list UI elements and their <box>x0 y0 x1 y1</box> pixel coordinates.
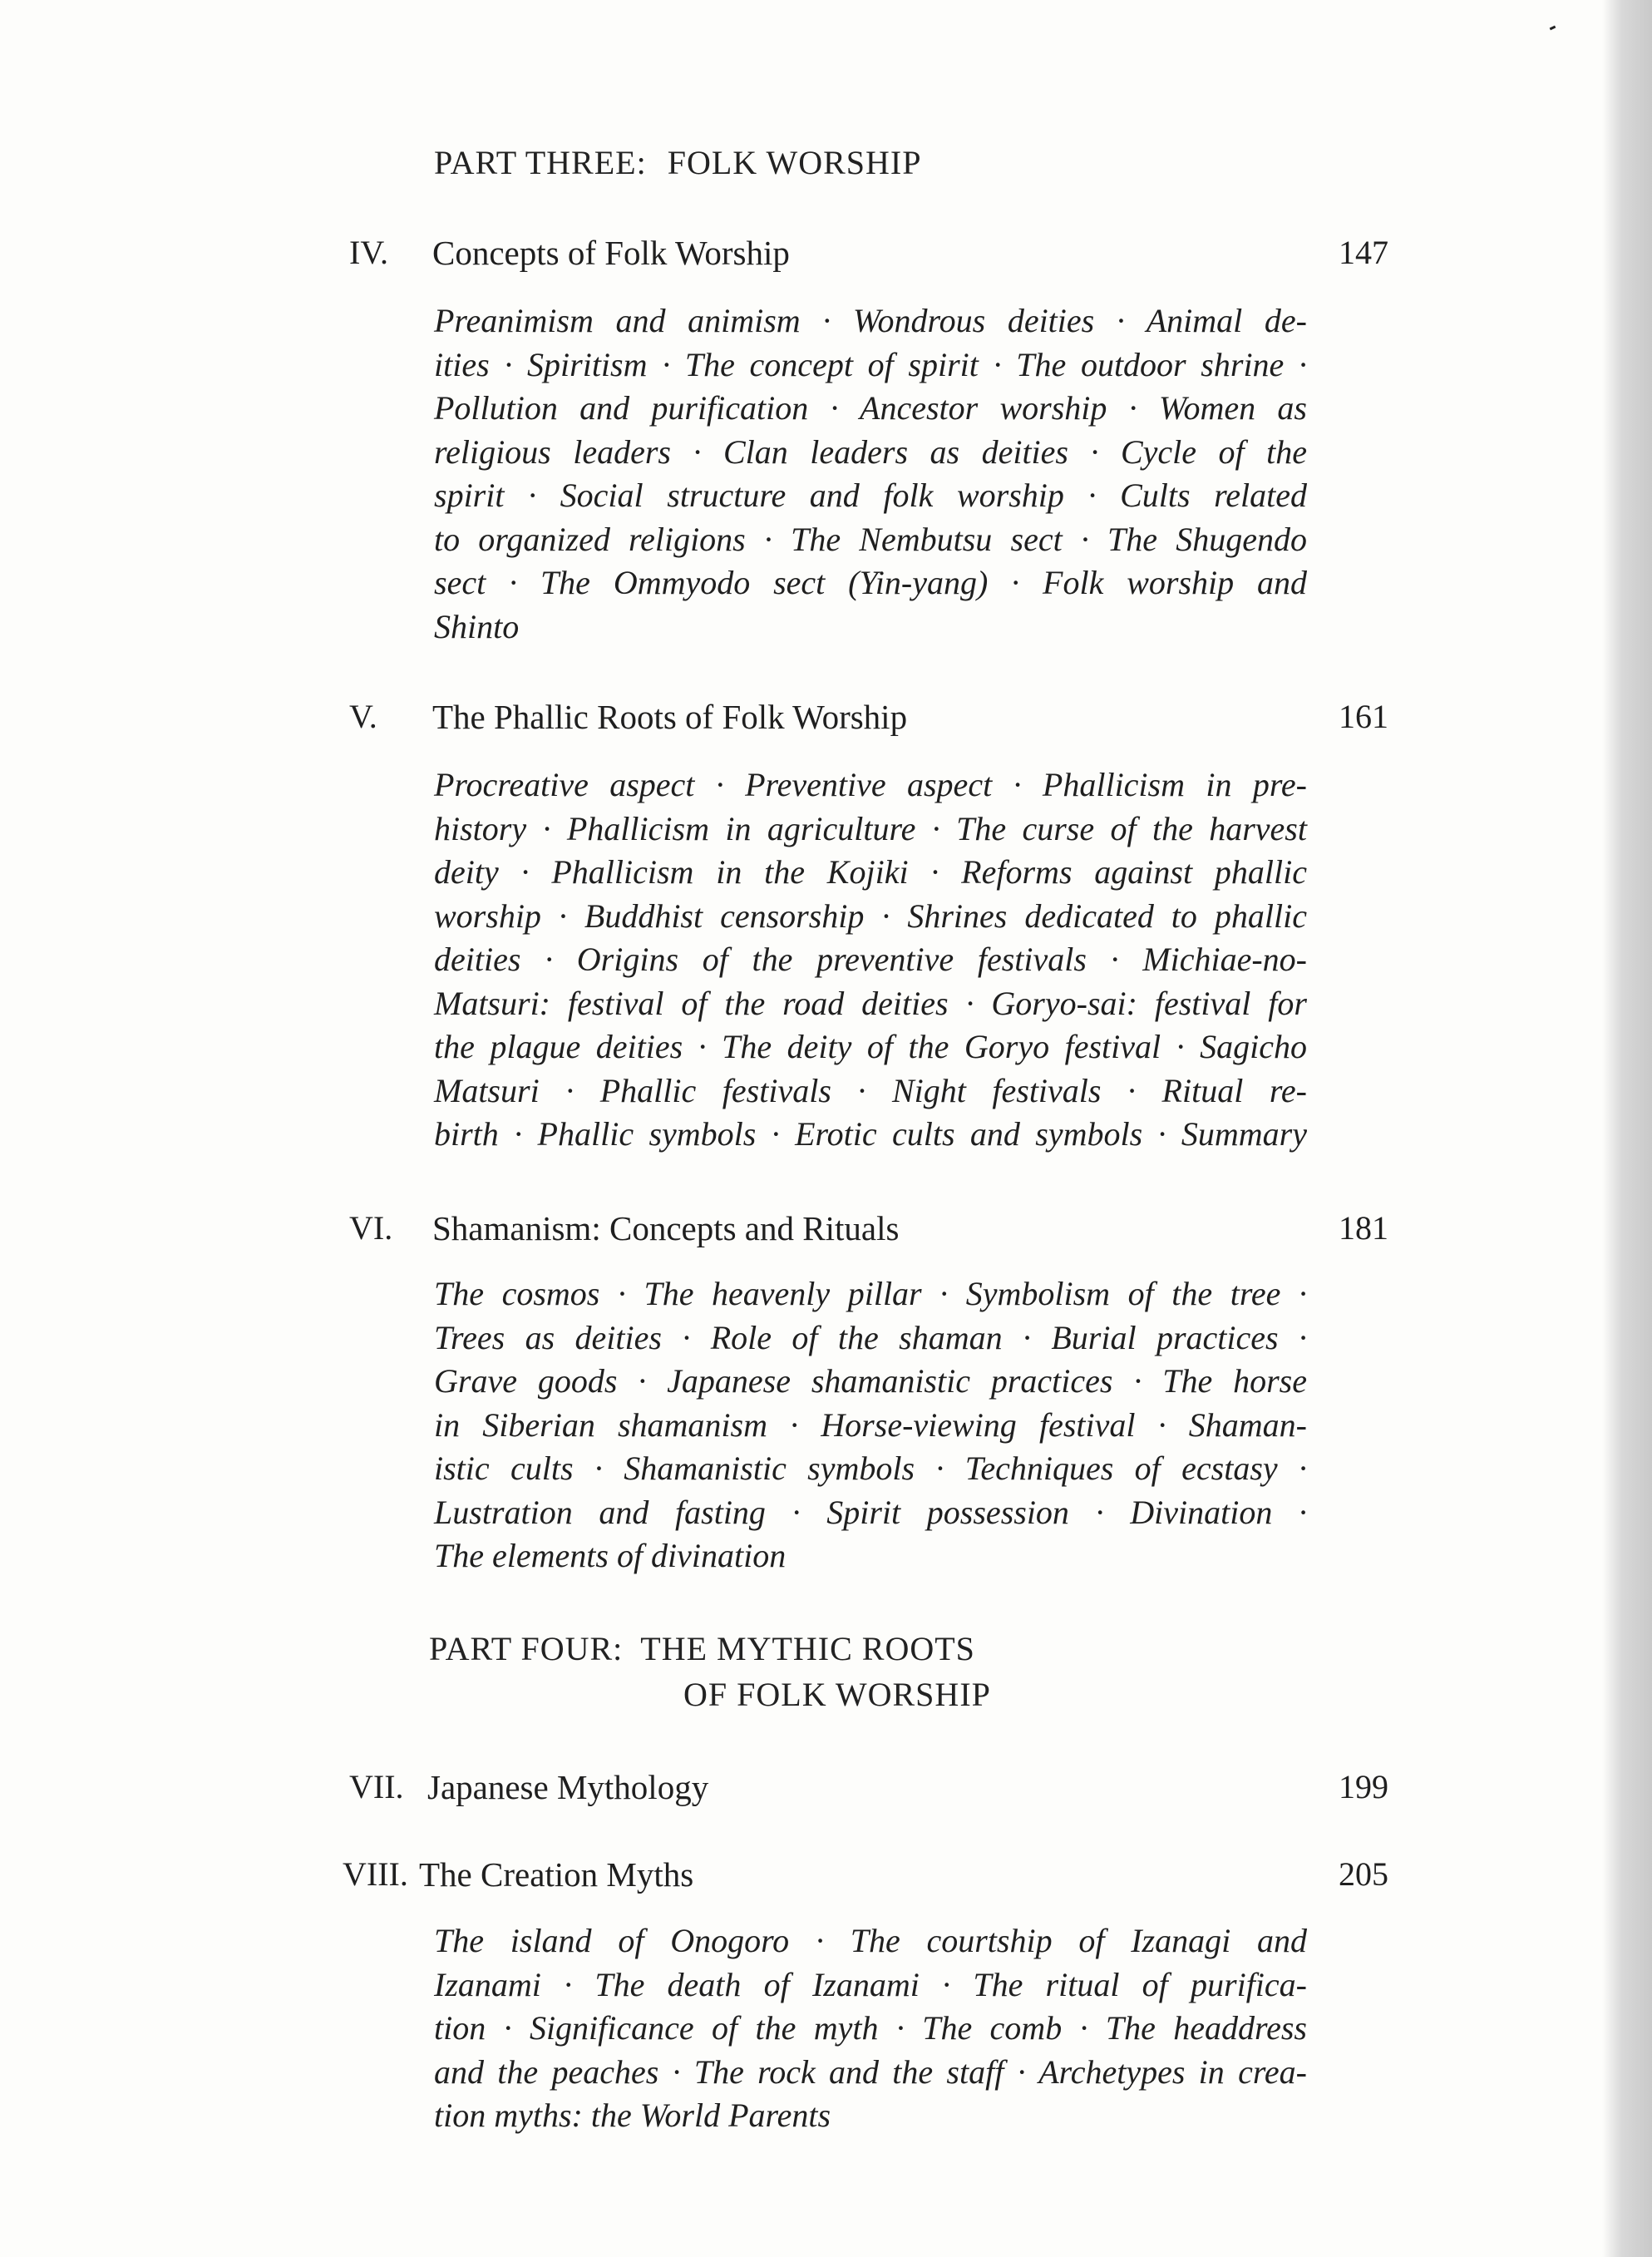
part-four-heading <box>429 1626 991 1717</box>
page-number: 147 <box>1339 234 1388 271</box>
subtopic-line: Trees as deities · Role of the shaman · Burial practices · <box>434 1318 1307 1356</box>
subtopic-line: tion · Significance of the myth · The comb · The headdress <box>434 2009 1307 2047</box>
chapter-number: VI. <box>349 1209 393 1247</box>
chapter-subtopics <box>434 763 1307 1157</box>
subtopic-line: deity · Phallicism in the Kojiki · Reforms against phallic <box>434 853 1307 891</box>
subtopic-line: The cosmos · The heavenly pillar · Symbolism of the tree · <box>434 1275 1307 1312</box>
subtopic-line: Matsuri: festival of the road deities · Goryo-sai: festival for <box>434 984 1307 1022</box>
chapter-number: IV. <box>349 234 389 271</box>
page-number: 181 <box>1339 1209 1388 1247</box>
subtopic-line: in Siberian shamanism · Horse-viewing festival · Shaman- <box>434 1405 1307 1444</box>
chapter-number: VIII. <box>343 1855 408 1893</box>
chapter-number: VII. <box>349 1768 404 1805</box>
subtopic-line: Procreative aspect · Preventive aspect · Phallicism in pre- <box>434 766 1307 803</box>
subtopic-line: spirit · Social structure and folk worship · Cults related <box>434 477 1307 514</box>
part-three-heading <box>434 143 921 182</box>
chapter-title[interactable]: Concepts of Folk Worship <box>432 234 790 272</box>
chapter-subtopics <box>434 299 1307 649</box>
subtopic-line: and the peaches · The rock and the staff · Archetypes in crea- <box>434 2052 1307 2091</box>
page-number: 199 <box>1339 1768 1388 1805</box>
chapter-title[interactable]: The Creation Myths <box>419 1855 694 1894</box>
part-title: OF FOLK WORSHIP <box>683 1676 991 1713</box>
subtopic-line: ities · Spiritism · The concept of spirit · The outdoor shrine · <box>434 345 1307 383</box>
subtopic-line: istic cults · Shamanistic symbols · Techniques of ecstasy · <box>434 1450 1307 1487</box>
subtopic-line: the plague deities · The deity of the Goryo festival · Sagicho <box>434 1028 1307 1065</box>
subtopic-line: to organized religions · The Nembutsu sect · The Shugendo <box>434 520 1307 558</box>
subtopic-line: Izanami · The death of Izanami · The ritual of purifica- <box>434 1965 1307 2003</box>
chapter-subtopics <box>434 1272 1307 1578</box>
subtopic-line: birth · Phallic symbols · Erotic cults and symbols · Summary <box>434 1115 1307 1153</box>
chapter-title[interactable]: Japanese Mythology <box>427 1768 709 1806</box>
subtopic-line: sect · The Ommyodo sect (Yin-yang) · Folk worship and <box>434 564 1307 601</box>
subtopic-line: history · Phallicism in agriculture · The curse of the harvest <box>434 809 1307 847</box>
part-label: PART THREE: <box>434 144 647 181</box>
part-title: FOLK WORSHIP <box>667 144 922 181</box>
chapter-title[interactable]: The Phallic Roots of Folk Worship <box>432 698 908 736</box>
subtopic-line: deities · Origins of the preventive festivals · Michiae-no- <box>434 941 1307 978</box>
page-number: 161 <box>1339 698 1388 735</box>
part-title: THE MYTHIC ROOTS <box>640 1630 975 1667</box>
subtopic-line: religious leaders · Clan leaders as deities · Cycle of the <box>434 432 1307 471</box>
subtopic-line: The elements of divination <box>434 1537 787 1574</box>
subtopic-line: tion myths: the World Parents <box>434 2096 831 2134</box>
chapter-subtopics <box>434 1919 1307 2138</box>
subtopic-line: Lustration and fasting · Spirit possession · Divination · <box>434 1493 1307 1531</box>
subtopic-line: Pollution and purification · Ancestor worship · Women as <box>434 389 1307 427</box>
page-number: 205 <box>1339 1855 1388 1893</box>
subtopic-line: Preanimism and animism · Wondrous deities · Animal de- <box>434 302 1307 339</box>
part-label: PART FOUR: <box>429 1630 624 1667</box>
chapter-number: V. <box>349 698 377 735</box>
chapter-title[interactable]: Shamanism: Concepts and Rituals <box>432 1209 900 1247</box>
subtopic-line: worship · Buddhist censorship · Shrines dedicated to phallic <box>434 896 1307 935</box>
subtopic-line: Shinto <box>434 607 520 645</box>
subtopic-line: Grave goods · Japanese shamanistic practices · The horse <box>434 1362 1307 1400</box>
subtopic-line: The island of Onogoro · The courtship of Izanagi and <box>434 1922 1307 1959</box>
subtopic-line: Matsuri · Phallic festivals · Night festivals · Ritual re- <box>434 1071 1307 1109</box>
scan-speck <box>1550 26 1556 31</box>
page-edge-shadow <box>1602 0 1652 2257</box>
